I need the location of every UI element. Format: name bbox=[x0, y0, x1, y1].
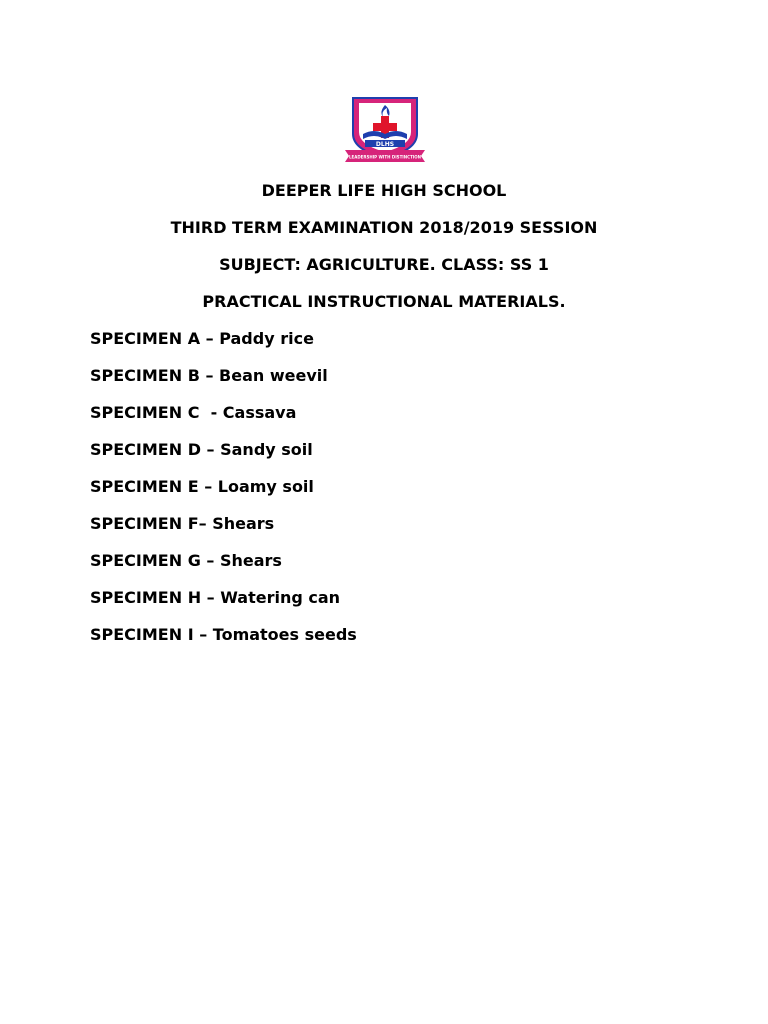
school-name: DEEPER LIFE HIGH SCHOOL bbox=[261, 181, 507, 200]
specimen-list bbox=[90, 329, 357, 662]
specimen-item-c: SPECIMEN C - Cassava bbox=[90, 403, 297, 422]
subject-class: SUBJECT: AGRICULTURE. CLASS: SS 1 bbox=[219, 255, 549, 274]
specimen-item-d: SPECIMEN D – Sandy soil bbox=[90, 440, 313, 459]
crest-initials: DLHS bbox=[375, 141, 395, 148]
specimen-item-g: SPECIMEN G – Shears bbox=[90, 551, 282, 570]
specimen-item-b: SPECIMEN B – Bean weevil bbox=[90, 366, 328, 385]
specimen-item-a: SPECIMEN A – Paddy rice bbox=[90, 329, 314, 348]
specimen-item-e: SPECIMEN E – Loamy soil bbox=[90, 477, 314, 496]
materials-heading: PRACTICAL INSTRUCTIONAL MATERIALS. bbox=[202, 292, 566, 311]
school-crest-logo bbox=[343, 94, 427, 164]
crest-motto: LEADERSHIP WITH DISTINCTION bbox=[348, 154, 422, 160]
specimen-item-i: SPECIMEN I – Tomatoes seeds bbox=[90, 625, 357, 644]
exam-title: THIRD TERM EXAMINATION 2018/2019 SESSION bbox=[170, 218, 598, 237]
specimen-item-h: SPECIMEN H – Watering can bbox=[90, 588, 341, 607]
specimen-item-f: SPECIMEN F– Shears bbox=[90, 514, 275, 533]
